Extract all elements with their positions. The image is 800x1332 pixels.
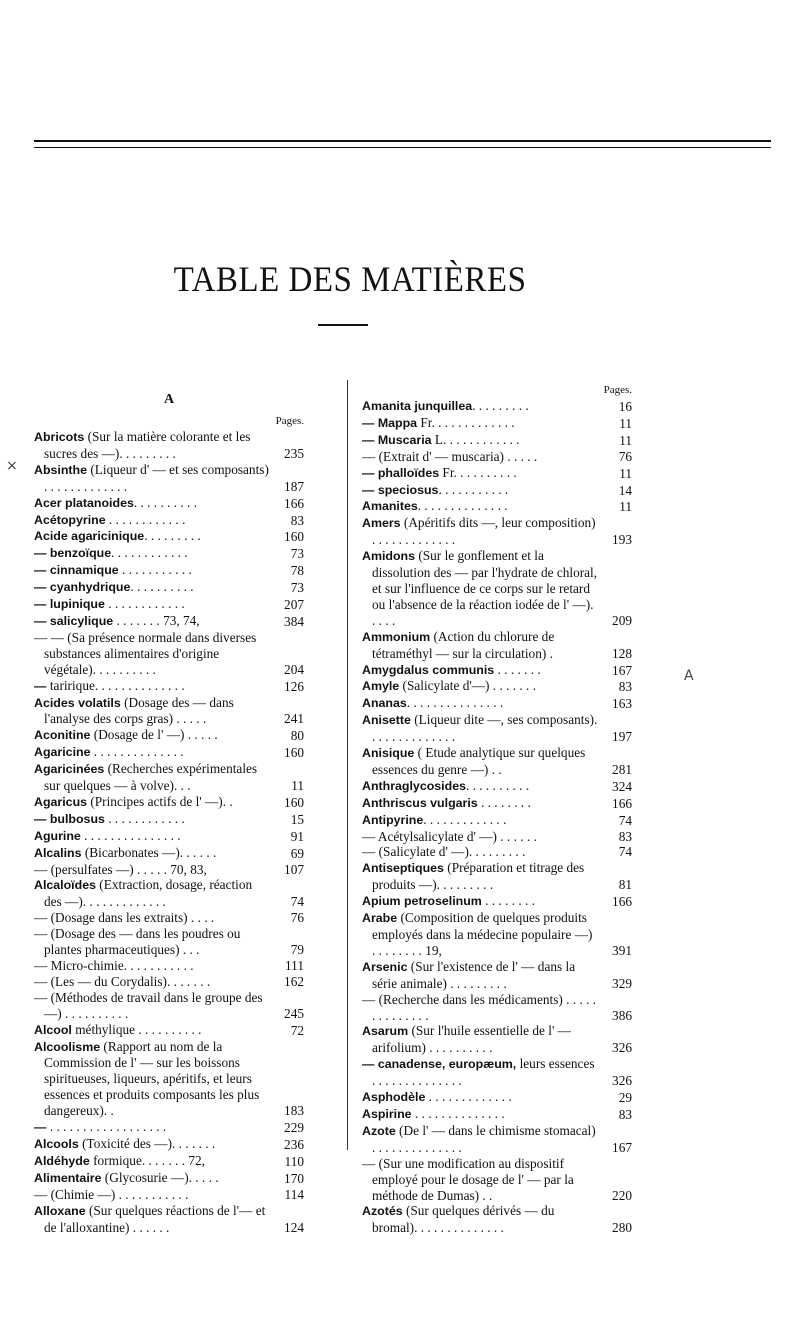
entry-heading: — salicylique <box>34 613 114 628</box>
index-entry <box>362 910 632 959</box>
entry-heading: Agaricine <box>34 745 91 760</box>
entry-heading: Anisette <box>362 713 411 728</box>
entry-page-number: 110 <box>284 1153 304 1169</box>
entry-heading: Asphodèle <box>362 1090 426 1105</box>
entry-heading: Alcools <box>34 1136 79 1151</box>
index-entry <box>362 629 632 662</box>
entry-page-number: 14 <box>618 482 632 498</box>
index-entry <box>34 1136 304 1153</box>
entry-page-number: 167 <box>612 662 632 678</box>
index-entry <box>362 812 632 829</box>
index-entry <box>362 992 632 1024</box>
entry-page-number: 80 <box>290 728 304 744</box>
index-entry <box>362 432 632 449</box>
entry-page-number: 326 <box>612 1040 632 1056</box>
entry-page-number: 73 <box>290 580 304 596</box>
index-entry <box>34 990 304 1022</box>
column-divider <box>347 380 348 1150</box>
index-entry <box>34 512 304 529</box>
index-entry <box>34 1153 304 1170</box>
entry-heading: Agurine <box>34 828 81 843</box>
entry-text: (Toxicité des —). . . . . . . <box>78 1135 216 1151</box>
entry-page-number: 124 <box>284 1219 304 1235</box>
entry-heading: — bulbosus <box>34 811 105 826</box>
index-column-right <box>362 380 632 1236</box>
entry-text: . . . . . . . . . . . . . . . <box>80 827 181 843</box>
entry-text: formique. . . . . . . 72, <box>89 1152 206 1168</box>
entry-heading: Alimentaire <box>34 1170 102 1185</box>
index-entry <box>34 727 304 744</box>
index-entry <box>362 860 632 893</box>
entry-text: . . . . . . . . . . . . . . . <box>406 695 504 711</box>
index-entry <box>362 1203 632 1236</box>
entry-page-number: 81 <box>618 877 632 893</box>
entry-page-number: 384 <box>284 613 304 629</box>
entry-page-number: 166 <box>284 495 304 511</box>
entry-heading: Antiseptiques <box>362 861 444 876</box>
entry-page-number: 241 <box>284 711 304 727</box>
entry-text: . . . . . . . . . . <box>465 777 530 793</box>
entry-text: — — (Sa présence normale dans diverses substances alimentaires d'origine végétale). . . . . . . . . . <box>34 629 257 677</box>
entry-page-number: 183 <box>284 1103 304 1119</box>
entry-heading: Anthriscus vulgaris <box>362 795 478 810</box>
entry-heading: Asarum <box>362 1024 409 1039</box>
entry-page-number: 11 <box>619 432 632 448</box>
index-entry <box>34 678 304 695</box>
index-entry <box>34 495 304 512</box>
index-entry <box>362 1156 632 1204</box>
entry-page-number: 391 <box>612 942 632 958</box>
entry-heading: Amanites <box>362 499 418 514</box>
entry-page-number: 281 <box>612 761 632 777</box>
entry-text: (Extraction, dosage, réaction des —). . . . . . . . . . . . . <box>44 877 253 910</box>
entry-page-number: 11 <box>291 778 304 794</box>
index-entry <box>362 498 632 515</box>
index-entry <box>362 695 632 712</box>
entry-page-number: 126 <box>284 678 304 694</box>
entry-text: . . . . . . . . . . <box>130 579 194 595</box>
entry-text: . . . . . . . . . . . <box>438 481 509 497</box>
entry-page-number: 83 <box>618 679 632 695</box>
index-entry <box>34 528 304 545</box>
index-entry <box>362 893 632 910</box>
entry-heading: — canadense, europæum, <box>362 1057 517 1072</box>
entry-page-number: 11 <box>619 465 632 481</box>
entry-text: — (Les — du Corydalis). . . . . . . <box>34 973 211 989</box>
entry-text: (Liqueur d' — et ses composants) . . . . . . . . . . . . . <box>44 461 269 494</box>
index-entry <box>34 1119 304 1136</box>
index-entry <box>34 845 304 862</box>
entry-text: méthylique . . . . . . . . . . <box>71 1021 202 1037</box>
entry-text: (Action du chlorure de tétraméthyl — sur la circulation) . <box>372 628 555 661</box>
index-entry <box>34 794 304 811</box>
entry-text: . . . . . . . . <box>477 794 531 810</box>
entry-heading: Arabe <box>362 911 398 926</box>
entry-heading: Amers <box>362 516 401 531</box>
entry-heading: Alcool <box>34 1022 72 1037</box>
entry-page-number: 74 <box>618 844 632 860</box>
entry-page-number: 160 <box>284 794 304 810</box>
index-entry <box>34 630 304 678</box>
index-entry <box>34 862 304 878</box>
entry-page-number: 83 <box>290 512 304 528</box>
entry-heading: Alcoolisme <box>34 1039 101 1054</box>
entry-page-number: 83 <box>618 1106 632 1122</box>
section-letter: A <box>163 392 175 407</box>
index-entry <box>362 482 632 499</box>
entry-heading: Alloxane <box>34 1203 86 1218</box>
index-entry <box>34 596 304 613</box>
entry-text: (Sur l'huile essentielle de l' — arifolium) . . . . . . . . . . <box>372 1023 571 1056</box>
entry-text: . . . . . . . . . . . . . . <box>411 1105 505 1121</box>
entry-page-number: 166 <box>612 894 632 910</box>
entry-page-number: 76 <box>290 910 304 926</box>
entry-text: (Recherches expérimentales sur quelques — à volve). . . <box>44 761 258 794</box>
index-entry <box>362 745 632 778</box>
entry-text: — Micro-chimie. . . . . . . . . . . <box>34 958 194 973</box>
entry-page-number: 160 <box>284 529 304 545</box>
index-entry <box>34 462 304 495</box>
entry-heading: — phalloïdes <box>362 465 440 480</box>
entry-heading: Antipyrine <box>362 812 424 827</box>
entry-text: (Bicarbonates —). . . . . . <box>81 844 217 860</box>
entry-text: — (persulfates —) . . . . . 70, 83, <box>34 861 207 877</box>
entry-page-number: 29 <box>618 1090 632 1106</box>
entry-heading: Agaricus <box>34 794 88 809</box>
index-entry <box>362 449 632 465</box>
index-entry <box>362 515 632 548</box>
entry-text: (Sur quelques réactions de l'— et de l'alloxantine) . . . . . . <box>44 1202 266 1235</box>
index-entry <box>34 910 304 926</box>
title-underline <box>318 324 368 326</box>
entry-page-number: 107 <box>284 861 304 877</box>
entry-text: (Rapport au nom de la Commission de l' — sur les boissons spiritueuses, liqueurs, apéritifs, et leurs essences et produits composants les plus dangereux). . <box>44 1038 260 1119</box>
entry-heading: Agaricinées <box>34 762 105 777</box>
entry-text: ( Etude analytique sur quelques essences du genre —) . . <box>372 745 586 777</box>
entry-heading: Ammonium <box>362 629 431 644</box>
index-entry <box>362 548 632 629</box>
entry-page-number: 128 <box>612 645 632 661</box>
pages-label-right: Pages. <box>603 384 632 396</box>
entry-page-number: 167 <box>612 1139 632 1155</box>
entry-text: . . . . . . . . . . . . . <box>423 811 507 827</box>
entry-page-number: 163 <box>612 696 632 712</box>
index-entry <box>34 613 304 630</box>
entry-page-number: 324 <box>612 778 632 794</box>
entry-text: . . . . . . . <box>494 661 541 677</box>
index-entry <box>362 829 632 845</box>
index-entry <box>34 877 304 910</box>
entry-heading: Apium petroselinum <box>362 894 482 909</box>
entry-text: — (Dosage des — dans les poudres ou plantes pharmaceutiques) . . . <box>34 926 241 958</box>
index-entry <box>362 678 632 695</box>
entry-heading: Amygdalus communis <box>362 662 495 677</box>
entry-page-number: 170 <box>284 1170 304 1186</box>
entry-heading: Acer platanoides <box>34 495 134 510</box>
entry-page-number: 114 <box>284 1186 304 1202</box>
entry-heading: Alcalins <box>34 845 82 860</box>
top-rule-thin <box>34 147 771 148</box>
index-entry <box>34 926 304 958</box>
entry-text: — Acétylsalicylate d' —) . . . . . . <box>362 828 537 844</box>
entry-page-number: 111 <box>285 958 304 973</box>
index-entry <box>34 562 304 579</box>
entry-heading: Amidons <box>362 549 416 564</box>
entry-text: (Sur la matière colorante et les sucres des —). . . . . . . . . <box>44 429 251 461</box>
index-entry <box>34 761 304 794</box>
entry-page-number: 235 <box>284 445 304 461</box>
index-entry <box>362 415 632 432</box>
entry-page-number: 91 <box>290 828 304 844</box>
index-entry <box>362 1106 632 1123</box>
entry-page-number: 73 <box>290 546 304 562</box>
index-entry <box>34 1203 304 1236</box>
entry-text: — (Chimie —) . . . . . . . . . . . <box>34 1186 189 1202</box>
entry-heading: — speciosus <box>362 482 439 497</box>
entry-text: (Glycosurie —). . . . . <box>101 1169 219 1185</box>
entry-page-number: 11 <box>619 499 632 515</box>
entry-text: . . . . . . . . . . <box>133 494 198 510</box>
entry-heading: — cyanhydrique <box>34 580 131 595</box>
index-entry <box>362 778 632 795</box>
entry-text: . . . . . . . . . <box>472 398 529 413</box>
index-entry <box>34 695 304 728</box>
entry-text: (De l' — dans le chimisme stomacal) . . . . . . . . . . . . . . <box>372 1122 596 1155</box>
entry-text: . . . . . . . . <box>481 893 535 909</box>
entry-text: . . . . . . . . . . . . <box>104 810 185 826</box>
entry-text: (Apéritifs dits —, leur composition) . . . . . . . . . . . . . <box>372 515 596 548</box>
entry-page-number: 11 <box>619 415 632 431</box>
entry-page-number: 69 <box>290 845 304 861</box>
entry-text: taririque. . . . . . . . . . . . . . <box>49 677 185 693</box>
entry-page-number: 72 <box>290 1022 304 1038</box>
entry-heading: Azote <box>362 1123 396 1138</box>
entry-page-number: 204 <box>284 661 304 677</box>
index-entry <box>34 579 304 596</box>
entry-heading: Acides volatils <box>34 695 121 710</box>
pages-label-left: Pages. <box>275 415 304 427</box>
entry-text: Fr. . . . . . . . . . . . . <box>417 414 515 430</box>
index-entry <box>362 712 632 745</box>
right-entry-list <box>362 398 632 1236</box>
entry-page-number: 83 <box>618 828 632 844</box>
entry-text: . . . . . . . . . . . . . . <box>90 744 184 760</box>
entry-page-number: 329 <box>612 975 632 991</box>
margin-mark-left: × <box>6 458 18 474</box>
entry-text: — (Extrait d' — muscaria) . . . . . <box>362 448 538 464</box>
entry-text: (Sur l'existence de l' — dans la série animale) . . . . . . . . . <box>372 958 576 991</box>
entry-heading: Alcaloïdes <box>34 878 96 893</box>
margin-mark-right: A <box>684 668 694 684</box>
entry-heading: Abricots <box>34 430 85 444</box>
entry-text: . . . . . . . . . . . . <box>111 545 188 561</box>
entry-page-number: 160 <box>284 745 304 761</box>
entry-heading: — <box>34 1120 50 1135</box>
entry-page-number: 197 <box>612 729 632 745</box>
entry-heading: Aspirine <box>362 1106 412 1121</box>
entry-page-number: 16 <box>618 399 632 414</box>
index-entry <box>362 1123 632 1156</box>
entry-text: (Salicylate d'—) . . . . . . . <box>399 678 537 694</box>
index-entry <box>34 1022 304 1039</box>
entry-page-number: 79 <box>290 942 304 958</box>
entry-heading: — lupinique <box>34 597 105 612</box>
index-entry <box>34 811 304 828</box>
entry-text: . . . . . . . . . . . . . . <box>417 498 508 514</box>
index-entry <box>34 744 304 761</box>
entry-heading: Acétopyrine <box>34 512 106 527</box>
index-entry <box>362 795 632 812</box>
entry-text: — (Dosage dans les extraits) . . . . <box>34 910 215 926</box>
index-entry <box>34 545 304 562</box>
entry-text: (Sur le gonflement et la dissolution des — par l'hydrate de chloral, et sur l'influence de ce corps sur le retard ou l'absence de la réaction iodée de l' —). . . . . <box>372 548 598 628</box>
entry-heading: — Muscaria <box>362 432 432 447</box>
entry-page-number: 209 <box>612 612 632 628</box>
index-entry <box>34 974 304 990</box>
entry-heading: Amyle <box>362 679 400 694</box>
entry-text: Fr. . . . . . . . . . <box>439 464 517 480</box>
index-entry <box>34 958 304 974</box>
index-entry <box>34 1187 304 1203</box>
entry-page-number: 220 <box>612 1187 632 1203</box>
entry-page-number: 229 <box>284 1120 304 1136</box>
entry-page-number: 280 <box>612 1220 632 1236</box>
entry-heading: Anthraglycosides <box>362 778 466 793</box>
entry-text: . . . . . . . . . . . . . . . . . . <box>49 1119 167 1135</box>
entry-page-number: 236 <box>284 1136 304 1152</box>
entry-heading: Anisique <box>362 746 415 761</box>
entry-heading: — <box>34 678 50 693</box>
entry-text: (Sur quelques dérivés — du bromal). . . . . . . . . . . . . . <box>372 1203 555 1236</box>
entry-text: (Dosage des — dans l'analyse des corps gras) . . . . . <box>44 694 234 727</box>
entry-text: — (Salicylate d' —). . . . . . . . . <box>362 844 526 860</box>
index-entry <box>362 1023 632 1056</box>
entry-text: (Principes actifs de l' —). . <box>87 793 233 809</box>
entry-page-number: 326 <box>612 1073 632 1089</box>
entry-heading: Acide agaricinique <box>34 529 145 544</box>
left-entry-list <box>34 429 304 1235</box>
entry-page-number: 245 <box>284 1005 304 1021</box>
entry-heading: Absinthe <box>34 462 88 477</box>
index-entry <box>34 1170 304 1187</box>
entry-text: . . . . . . . 73, 74, <box>113 612 200 628</box>
index-entry <box>362 398 632 415</box>
index-entry <box>362 1089 632 1106</box>
entry-text: (Composition de quelques produits employés dans la médecine populaire —) . . . . . . . . 19, <box>372 910 593 958</box>
entry-text: — (Recherche dans les médicaments) . . . . . . . . . . . . . . <box>362 991 597 1023</box>
entry-text: (Liqueur dite —, ses composants). . . . . . . . . . . . . . <box>372 712 598 745</box>
index-entry <box>362 1056 632 1089</box>
entry-page-number: 207 <box>284 597 304 613</box>
entry-page-number: 74 <box>290 894 304 910</box>
entry-text: leurs essences . . . . . . . . . . . . . . <box>372 1056 595 1089</box>
entry-page-number: 74 <box>618 812 632 828</box>
entry-text: (Dosage de l' —) . . . . . <box>90 727 218 743</box>
entry-text: L. . . . . . . . . . . . <box>431 431 520 447</box>
entry-heading: Ananas <box>362 696 407 711</box>
index-column-left <box>34 380 304 1235</box>
entry-heading: — Mappa <box>362 415 418 430</box>
entry-heading: — benzoïque <box>34 546 112 561</box>
index-entry <box>362 465 632 482</box>
page-title: TABLE DES MATIÈRES <box>173 260 527 300</box>
entry-page-number: 15 <box>290 811 304 827</box>
entry-page-number: 162 <box>284 973 304 989</box>
entry-page-number: 76 <box>618 448 632 464</box>
index-entry <box>34 429 304 462</box>
entry-heading: — cinnamique <box>34 563 119 578</box>
entry-heading: Aldéhyde <box>34 1153 90 1168</box>
entry-heading: Arsenic <box>362 959 408 974</box>
top-rule-thick <box>34 140 771 142</box>
entry-text: . . . . . . . . . . . . <box>104 596 185 612</box>
entry-text: — (Sur une modification au dispositif employé pour le dosage de l' — par la méthode de Dumas) . . <box>362 1155 574 1203</box>
entry-page-number: 78 <box>290 563 304 579</box>
entry-heading: Amanita junquillea <box>362 399 473 413</box>
entry-page-number: 187 <box>284 478 304 494</box>
entry-text: (Préparation et titrage des produits —). . . . . . . . . <box>372 860 585 893</box>
entry-text: . . . . . . . . . . . <box>118 562 192 578</box>
entry-text: . . . . . . . . . . . . <box>105 511 186 527</box>
index-entry <box>362 959 632 992</box>
index-entry <box>362 844 632 860</box>
index-entry <box>34 828 304 845</box>
index-entry <box>362 662 632 679</box>
index-entry <box>34 1039 304 1120</box>
entry-page-number: 166 <box>612 795 632 811</box>
entry-text: — (Méthodes de travail dans le groupe des —) . . . . . . . . . . <box>34 989 263 1021</box>
entry-text: . . . . . . . . . <box>144 528 201 544</box>
entry-heading: Azotés <box>362 1204 403 1219</box>
entry-page-number: 193 <box>612 532 632 548</box>
entry-text: . . . . . . . . . . . . . <box>425 1089 512 1105</box>
entry-page-number: 386 <box>612 1007 632 1023</box>
entry-heading: Aconitine <box>34 728 91 743</box>
